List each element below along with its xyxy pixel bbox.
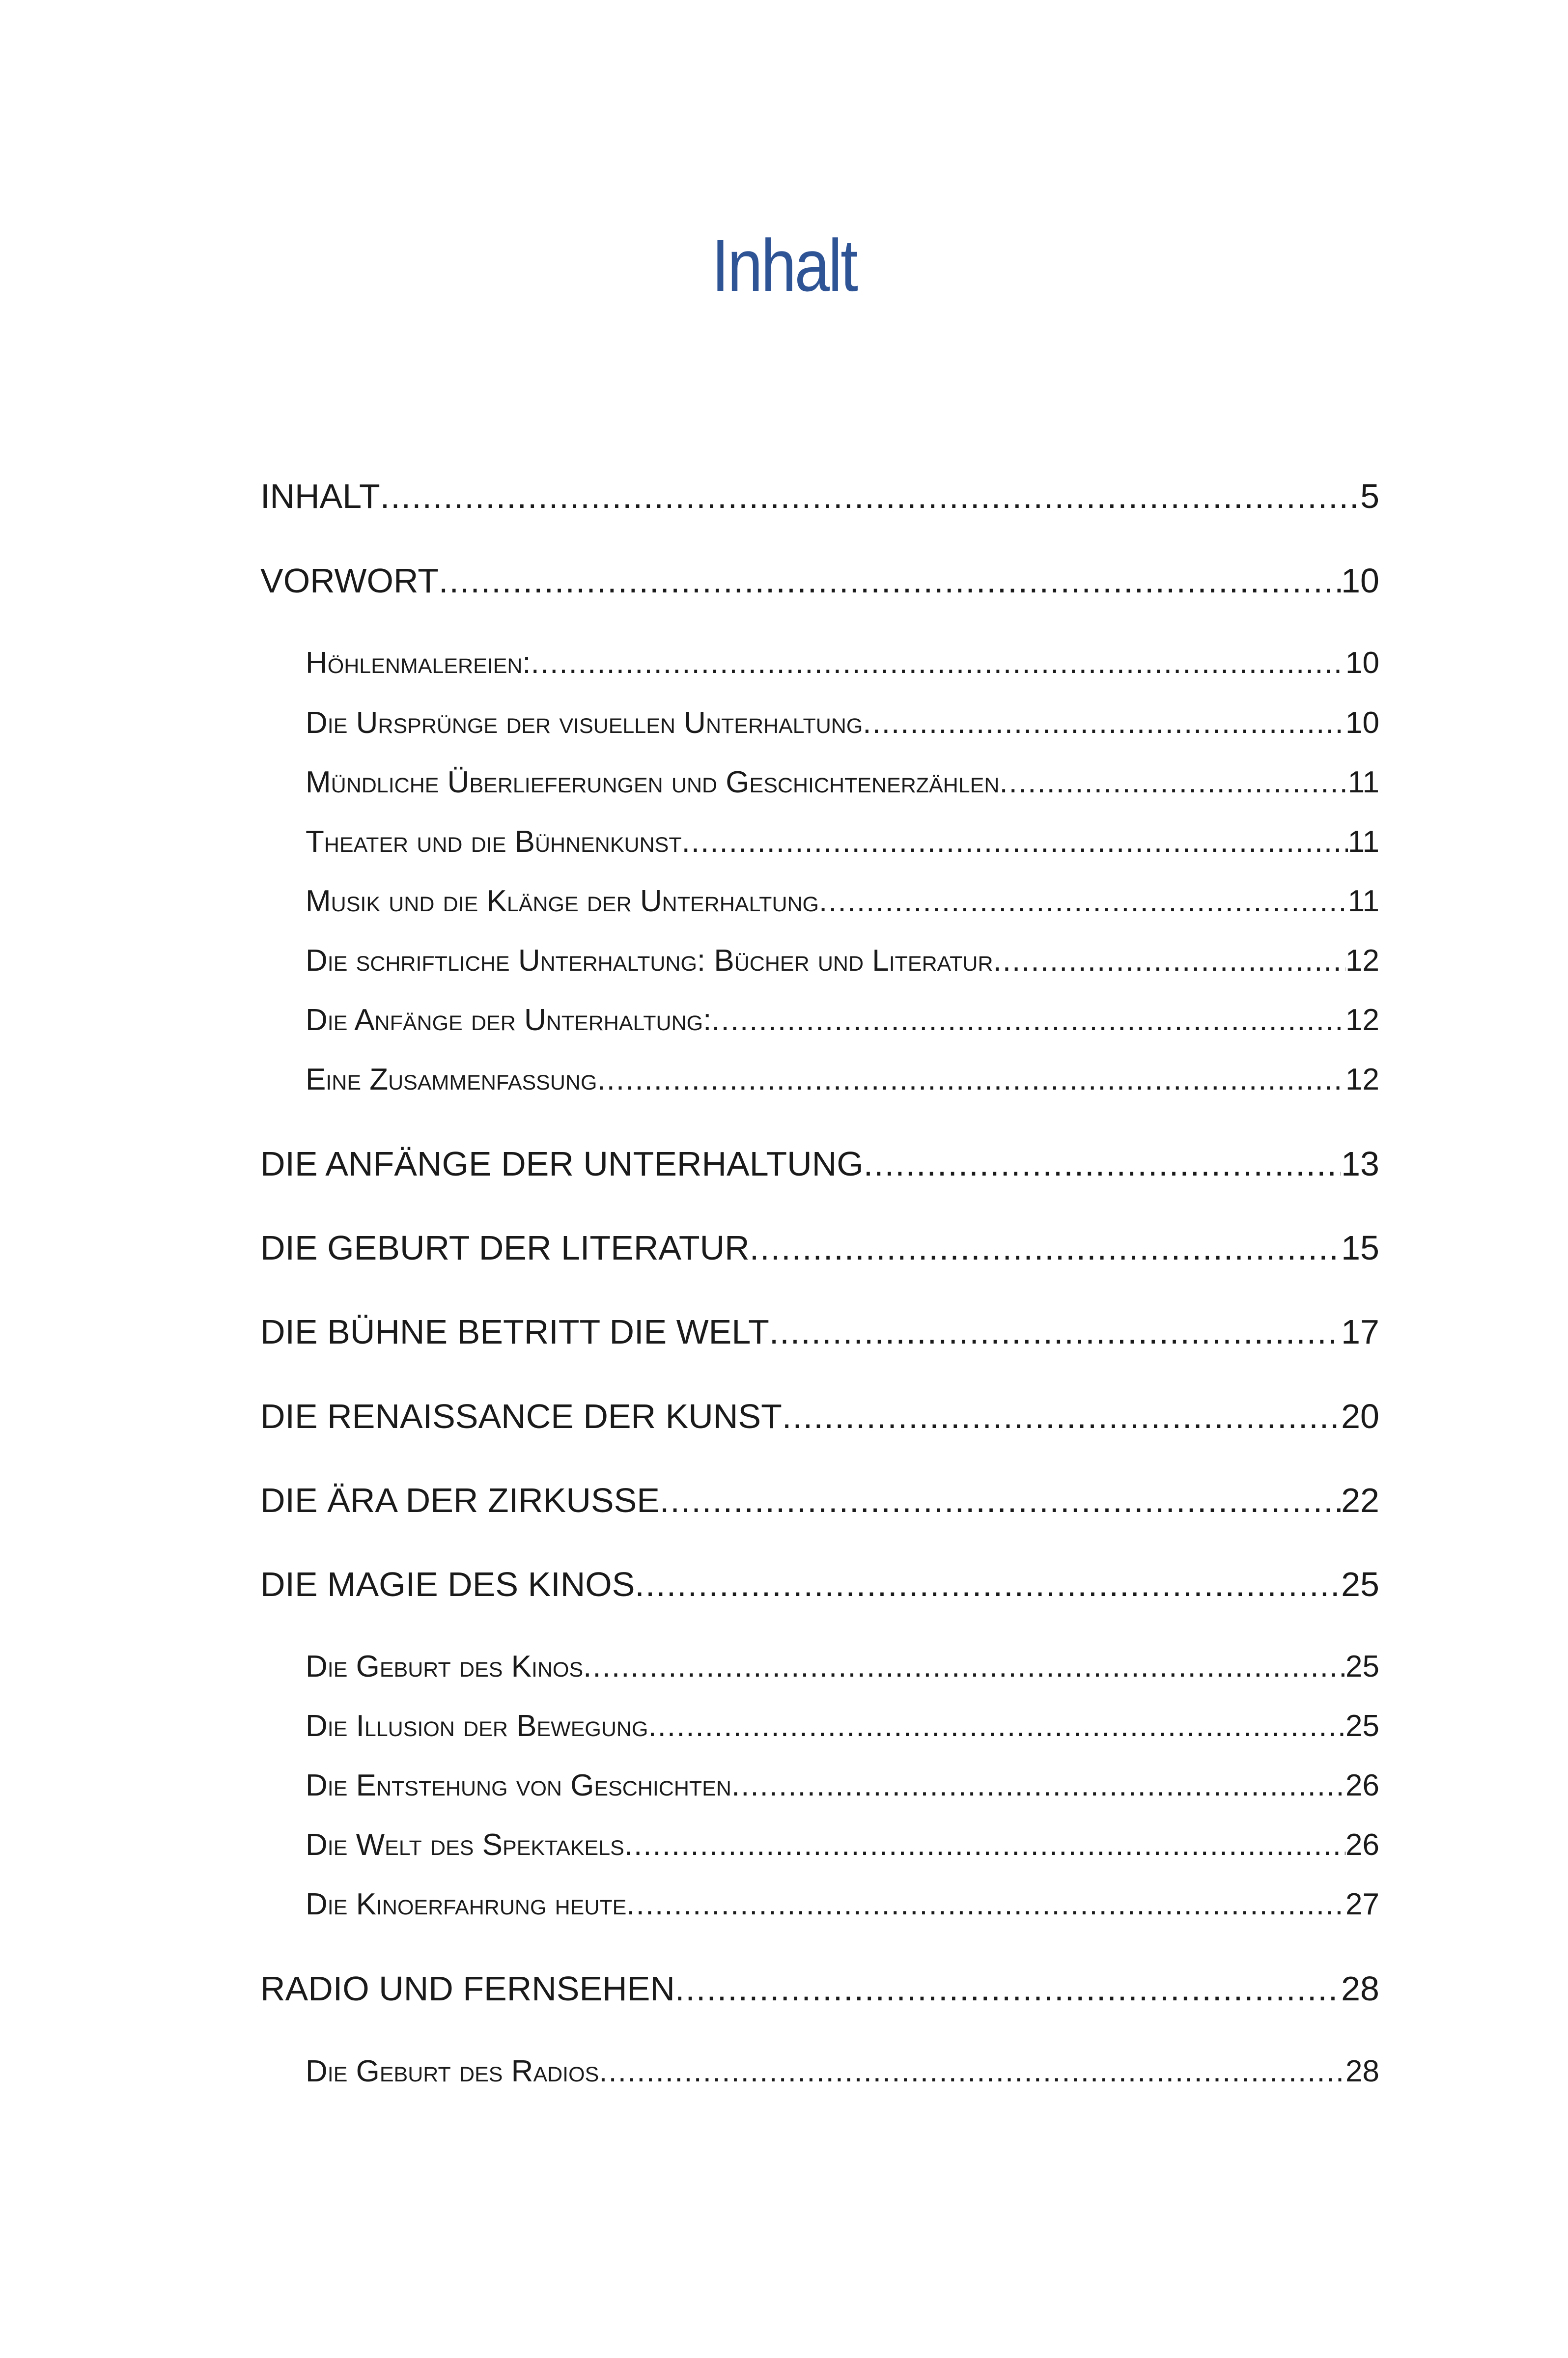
- toc-page-number: 10: [1345, 706, 1379, 740]
- dot-leader: [599, 2052, 1345, 2091]
- dot-leader: [819, 882, 1348, 921]
- toc-page-number: 28: [1341, 1969, 1379, 2008]
- dot-leader: [597, 1060, 1345, 1099]
- toc-entry-label: DIE MAGIE DES KINOS: [260, 1565, 635, 1603]
- toc-subentry[interactable]: [306, 822, 1379, 862]
- toc-page-number: 12: [1345, 1063, 1379, 1096]
- toc-subentry-label: Die Geburt des Radios: [306, 2054, 599, 2088]
- dot-leader: [583, 1647, 1345, 1686]
- toc-entry-label: VORWORT: [260, 561, 439, 600]
- toc-entry[interactable]: [260, 559, 1379, 603]
- dot-leader: [999, 763, 1347, 802]
- toc-page-number: 28: [1345, 2054, 1379, 2088]
- toc-subentry[interactable]: [306, 1707, 1379, 1746]
- toc-page-number: 15: [1341, 1229, 1379, 1267]
- dot-leader: [769, 1310, 1341, 1354]
- dot-leader: [731, 1766, 1345, 1805]
- toc-page-number: 12: [1345, 1003, 1379, 1037]
- toc-subentry[interactable]: [306, 1001, 1379, 1040]
- toc-subentry[interactable]: [306, 703, 1379, 743]
- toc-subentry[interactable]: [306, 1647, 1379, 1686]
- toc-page-number: 10: [1345, 646, 1379, 680]
- toc-page-number: 26: [1345, 1768, 1379, 1802]
- toc-subentry[interactable]: [306, 1766, 1379, 1805]
- toc-page-number: 17: [1341, 1313, 1379, 1351]
- toc-page-number: 20: [1341, 1397, 1379, 1435]
- toc-page-number: 27: [1345, 1887, 1379, 1921]
- toc-page-number: 13: [1341, 1145, 1379, 1183]
- toc-page-number: 11: [1347, 765, 1379, 799]
- dot-leader: [439, 559, 1341, 603]
- toc-subentry-label: Theater und die Bühnenkunst: [306, 825, 682, 859]
- toc-page-number: 25: [1345, 1650, 1379, 1684]
- toc-page-number: 11: [1347, 884, 1379, 918]
- dot-leader: [675, 1966, 1341, 2011]
- toc-subentry-label: Höhlenmalereien:: [306, 646, 531, 680]
- toc-subentry-label: Die Entstehung von Geschichten: [306, 1768, 731, 1802]
- toc-entry[interactable]: [260, 1562, 1379, 1606]
- toc-subentry-label: Mündliche Überlieferungen und Geschichtenerzählen: [306, 765, 1000, 799]
- toc-entry[interactable]: [260, 1142, 1379, 1186]
- toc-page-number: 11: [1347, 825, 1379, 859]
- toc-page-number: 10: [1341, 561, 1379, 600]
- dot-leader: [635, 1562, 1341, 1606]
- toc-entry-label: DIE GEBURT DER LITERATUR: [260, 1229, 750, 1267]
- dot-leader: [624, 1825, 1345, 1865]
- dot-leader: [648, 1707, 1345, 1746]
- toc-subentry[interactable]: [306, 2052, 1379, 2091]
- toc-entry-label: DIE ANFÄNGE DER UNTERHALTUNG: [260, 1145, 864, 1183]
- dot-leader: [750, 1226, 1341, 1270]
- toc-subentry-label: Die Illusion der Bewegung: [306, 1709, 648, 1743]
- dot-leader: [626, 1885, 1345, 1924]
- dot-leader: [380, 474, 1360, 518]
- toc-page-number: 22: [1341, 1481, 1379, 1519]
- toc-page-number: 26: [1345, 1828, 1379, 1862]
- toc-entry[interactable]: [260, 474, 1379, 518]
- toc-entry-label: DIE RENAISSANCE DER KUNST: [260, 1397, 782, 1435]
- dot-leader: [711, 1001, 1345, 1040]
- toc-entry-label: INHALT: [260, 477, 380, 515]
- toc-entry[interactable]: [260, 1966, 1379, 2011]
- toc-entry-label: DIE ÄRA DER ZIRKUSSE: [260, 1481, 660, 1519]
- page-title: Inhalt: [711, 224, 857, 307]
- toc-subentry[interactable]: [306, 1060, 1379, 1099]
- dot-leader: [682, 822, 1348, 862]
- toc-subentry-label: Die Anfänge der Unterhaltung:: [306, 1003, 712, 1037]
- toc-subentry-label: Die Welt des Spektakels: [306, 1828, 624, 1862]
- toc-entry[interactable]: [260, 1394, 1379, 1438]
- toc-entry-label: DIE BÜHNE BETRITT DIE WELT: [260, 1313, 769, 1351]
- toc-entry[interactable]: [260, 1226, 1379, 1270]
- toc-subentry-label: Die Kinoerfahrung heute: [306, 1887, 627, 1921]
- toc-page-number: 5: [1360, 477, 1379, 515]
- dot-leader: [782, 1394, 1341, 1438]
- toc-subentry[interactable]: [306, 1885, 1379, 1924]
- toc-page-number: 25: [1341, 1565, 1379, 1603]
- toc-subentry[interactable]: [306, 941, 1379, 981]
- toc-entry[interactable]: [260, 1478, 1379, 1522]
- toc-subentry[interactable]: [306, 882, 1379, 921]
- dot-leader: [660, 1478, 1341, 1522]
- dot-leader: [864, 1142, 1341, 1186]
- dot-leader: [993, 941, 1346, 981]
- toc-subentry-label: Die schriftliche Unterhaltung: Bücher und Literatur: [306, 944, 993, 978]
- toc-subentry-label: Musik und die Klänge der Unterhaltung: [306, 884, 819, 918]
- dot-leader: [863, 703, 1345, 743]
- toc-subentry-label: Die Geburt des Kinos: [306, 1650, 584, 1684]
- toc-subentry[interactable]: [306, 1825, 1379, 1865]
- toc-subentry[interactable]: [306, 763, 1379, 802]
- toc-page-number: 12: [1345, 944, 1379, 978]
- toc-entry-label: RADIO UND FERNSEHEN: [260, 1969, 675, 2008]
- toc-subentry[interactable]: [306, 644, 1379, 683]
- dot-leader: [531, 644, 1345, 683]
- toc-page-number: 25: [1345, 1709, 1379, 1743]
- toc-subentry-label: Die Ursprünge der visuellen Unterhaltung: [306, 706, 863, 740]
- toc-entry[interactable]: [260, 1310, 1379, 1354]
- toc-subentry-label: Eine Zusammenfassung: [306, 1063, 597, 1096]
